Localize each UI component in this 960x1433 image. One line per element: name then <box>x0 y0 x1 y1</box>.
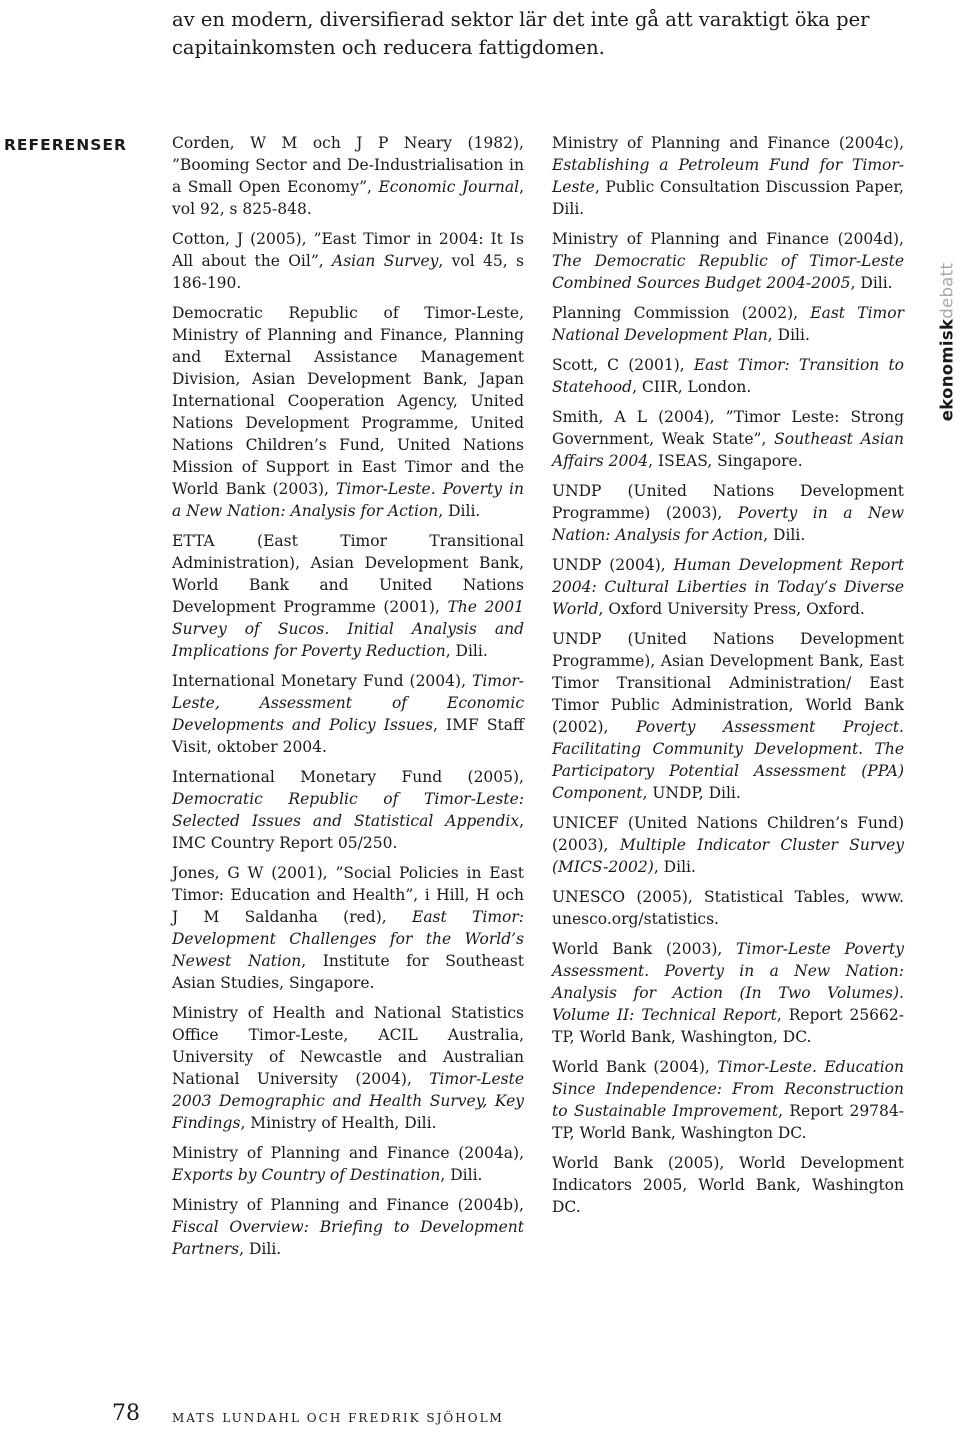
reference-text: , ISEAS, Singapore. <box>648 452 803 470</box>
reference-entry <box>172 530 524 662</box>
reference-text: Ministry of Planning and Finance (2004a), <box>172 1144 524 1162</box>
reference-text: , Dili. <box>239 1240 282 1258</box>
reference-text: International Monetary Fund (2005), <box>172 768 524 786</box>
reference-text: , Dili. <box>767 326 810 344</box>
reference-text: Ministry of Planning and Finance (2004d), <box>552 230 904 248</box>
reference-title: Economic Journal <box>378 178 520 196</box>
side-label-part1: ekonomisk <box>937 318 957 422</box>
reference-text: Corden, W M och J P Neary (1982), ”Booming Sector and De-Industrialisation in a Small Open Economy”, <box>172 134 524 196</box>
reference-entry <box>172 670 524 758</box>
reference-text: World Bank (2005), World Development Indicators 2005, World Bank, Washington DC. <box>552 1154 904 1216</box>
reference-text: , vol 92, s 825-848. <box>172 178 524 218</box>
reference-title: The Democratic Republic of Timor-Leste Combined Sources Budget 2004-2005 <box>552 252 904 292</box>
reference-title: Timor-Leste 2003 Demographic and Health Survey, Key Findings <box>172 1070 524 1132</box>
reference-text: , Dili. <box>445 642 488 660</box>
reference-text: , Report 25662-TP, World Bank, Washington, DC. <box>552 1006 904 1046</box>
reference-text: , Dili. <box>440 1166 483 1184</box>
reference-text: International Monetary Fund (2004), <box>172 672 473 690</box>
reference-text: , Public Consultation Discussion Paper, Dili. <box>552 178 904 218</box>
reference-title: Multiple Indicator Cluster Survey (MICS-2002) <box>552 836 904 876</box>
journal-side-label <box>934 255 960 429</box>
running-footer-authors: MATS LUNDAHL OCH FREDRIK SJÖHOLM <box>172 1411 504 1425</box>
reference-text: , Institute for Southeast Asian Studies, Singapore. <box>172 952 524 992</box>
reference-text: UNDP (2004), <box>552 556 674 574</box>
reference-text: , Ministry of Health, Dili. <box>240 1114 437 1132</box>
reference-entry <box>172 228 524 294</box>
reference-entry <box>552 886 904 930</box>
reference-entry <box>172 1194 524 1260</box>
reference-title: Human Development Report 2004: Cultural Liberties in Today’s Diverse World <box>552 556 904 618</box>
reference-title: Asian Survey <box>332 252 439 270</box>
reference-title: Timor-Leste. Education Since Independence: From Reconstruction to Sustainable Improvement <box>552 1058 904 1120</box>
reference-title: Establishing a Petroleum Fund for Timor-Leste <box>552 156 904 196</box>
reference-text: Ministry of Health and National Statistics Office Timor-Leste, ACIL Australia, University of Newcastle and Australian National University (2004), <box>172 1004 524 1088</box>
reference-title: Poverty in a New Nation: Analysis for Action <box>552 504 904 544</box>
reference-text: Ministry of Planning and Finance (2004c), <box>552 134 904 152</box>
reference-text: UNICEF (United Nations Children’s Fund) (2003), <box>552 814 904 854</box>
reference-text: , Report 29784-TP, World Bank, Washington DC. <box>552 1102 905 1142</box>
reference-text: Scott, C (2001), <box>552 356 694 374</box>
reference-text: , UNDP, Dili. <box>642 784 741 802</box>
reference-text: , Dili. <box>438 502 481 520</box>
reference-entry <box>172 862 524 994</box>
reference-title: Timor-Leste Poverty Assessment. Poverty in a New Nation: Analysis for Action (In Two Volumes). Volume II: Technical Report <box>552 940 904 1024</box>
reference-title: Fiscal Overview: Briefing to Development Partners <box>172 1218 524 1258</box>
reference-entry <box>552 938 904 1048</box>
reference-entry <box>172 766 524 854</box>
reference-text: Smith, A L (2004), ”Timor Leste: Strong Government, Weak State”, <box>552 408 904 448</box>
section-label: REFERENSER <box>4 136 127 154</box>
reference-text: Ministry of Planning and Finance (2004b), <box>172 1196 524 1214</box>
reference-text: Jones, G W (2001), ”Social Policies in East Timor: Education and Health”, i Hill, H och J M Saldanha (red), <box>172 864 524 926</box>
intro-paragraph: av en modern, diversifierad sektor lär det inte gå att varaktigt öka per capitainkomsten och reducera fattigdomen. <box>172 8 870 59</box>
reference-entry <box>552 812 904 878</box>
reference-title: East Timor: Development Challenges for the World’s Newest Nation <box>172 908 524 970</box>
reference-text: Planning Commission (2002), <box>552 304 811 322</box>
reference-title: Timor-Leste. Poverty in a New Nation: Analysis for Action <box>172 480 524 520</box>
reference-entry <box>552 480 904 546</box>
reference-title: Timor-Leste, Assessment of Economic Developments and Policy Issues <box>172 672 524 734</box>
reference-entry <box>552 554 904 620</box>
reference-text: World Bank (2003), <box>552 940 737 958</box>
reference-entry <box>552 302 904 346</box>
reference-entry <box>172 1142 524 1186</box>
reference-text: Cotton, J (2005), ”East Timor in 2004: It Is All about the Oil”, <box>172 230 524 270</box>
reference-entry <box>552 1152 904 1218</box>
reference-text: , Dili. <box>763 526 806 544</box>
reference-title: East Timor National Development Plan <box>552 304 904 344</box>
reference-text: UNESCO (2005), Statistical Tables, www. unesco.org/statistics. <box>552 888 904 928</box>
reference-text: , IMC Country Report 05/250. <box>172 812 524 852</box>
references-left-column <box>172 132 524 1268</box>
reference-text: World Bank (2004), <box>552 1058 718 1076</box>
reference-entry <box>552 406 904 472</box>
reference-entry <box>172 132 524 220</box>
reference-text: UNDP (United Nations Development Programme), Asian Development Bank, East Timor Transitional Administration/ East Timor Public Administration, World Bank (2002), <box>552 630 904 736</box>
reference-title: East Timor: Transition to Statehood <box>552 356 905 396</box>
reference-entry <box>552 132 904 220</box>
reference-title: Exports by Country of Destination <box>172 1166 441 1184</box>
reference-title: The 2001 Survey of Sucos. Initial Analysis and Implications for Poverty Reduction <box>172 598 524 660</box>
reference-entry <box>552 228 904 294</box>
reference-title: Democratic Republic of Timor-Leste: Selected Issues and Statistical Appendix <box>172 790 524 830</box>
reference-text: , Oxford University Press, Oxford. <box>598 600 865 618</box>
reference-text: ETTA (East Timor Transitional Administration), Asian Development Bank, World Bank and United Nations Development Programme (2001), <box>172 532 524 616</box>
reference-entry <box>552 628 904 804</box>
reference-entry <box>172 302 524 522</box>
reference-entry <box>172 1002 524 1134</box>
reference-entry <box>552 354 904 398</box>
reference-text: , vol 45, s 186-190. <box>172 252 525 292</box>
reference-text: Democratic Republic of Timor-Leste, Ministry of Planning and Finance, Planning and External Assistance Management Division, Asian Development Bank, Japan International Cooperation Agency, United Nations Development Programme, United Nations Children’s Fund, United Nations Mission of Support in East Timor and the World Bank (2003), <box>172 304 524 498</box>
side-label-part2: debatt <box>937 262 957 319</box>
page-number: 78 <box>112 1401 140 1426</box>
references-right-column <box>552 132 904 1226</box>
reference-text: , CIIR, London. <box>632 378 752 396</box>
reference-text: , Dili. <box>850 274 893 292</box>
reference-text: , IMF Staff Visit, oktober 2004. <box>172 716 524 756</box>
reference-text: UNDP (United Nations Development Programme) (2003), <box>552 482 904 522</box>
reference-title: Southeast Asian Affairs 2004 <box>552 430 905 470</box>
reference-title: Poverty Assessment Project. Facilitating Community Development. The Participatory Potential Assessment (PPA) Component <box>552 718 904 802</box>
reference-text: , Dili. <box>653 858 696 876</box>
reference-entry <box>552 1056 904 1144</box>
